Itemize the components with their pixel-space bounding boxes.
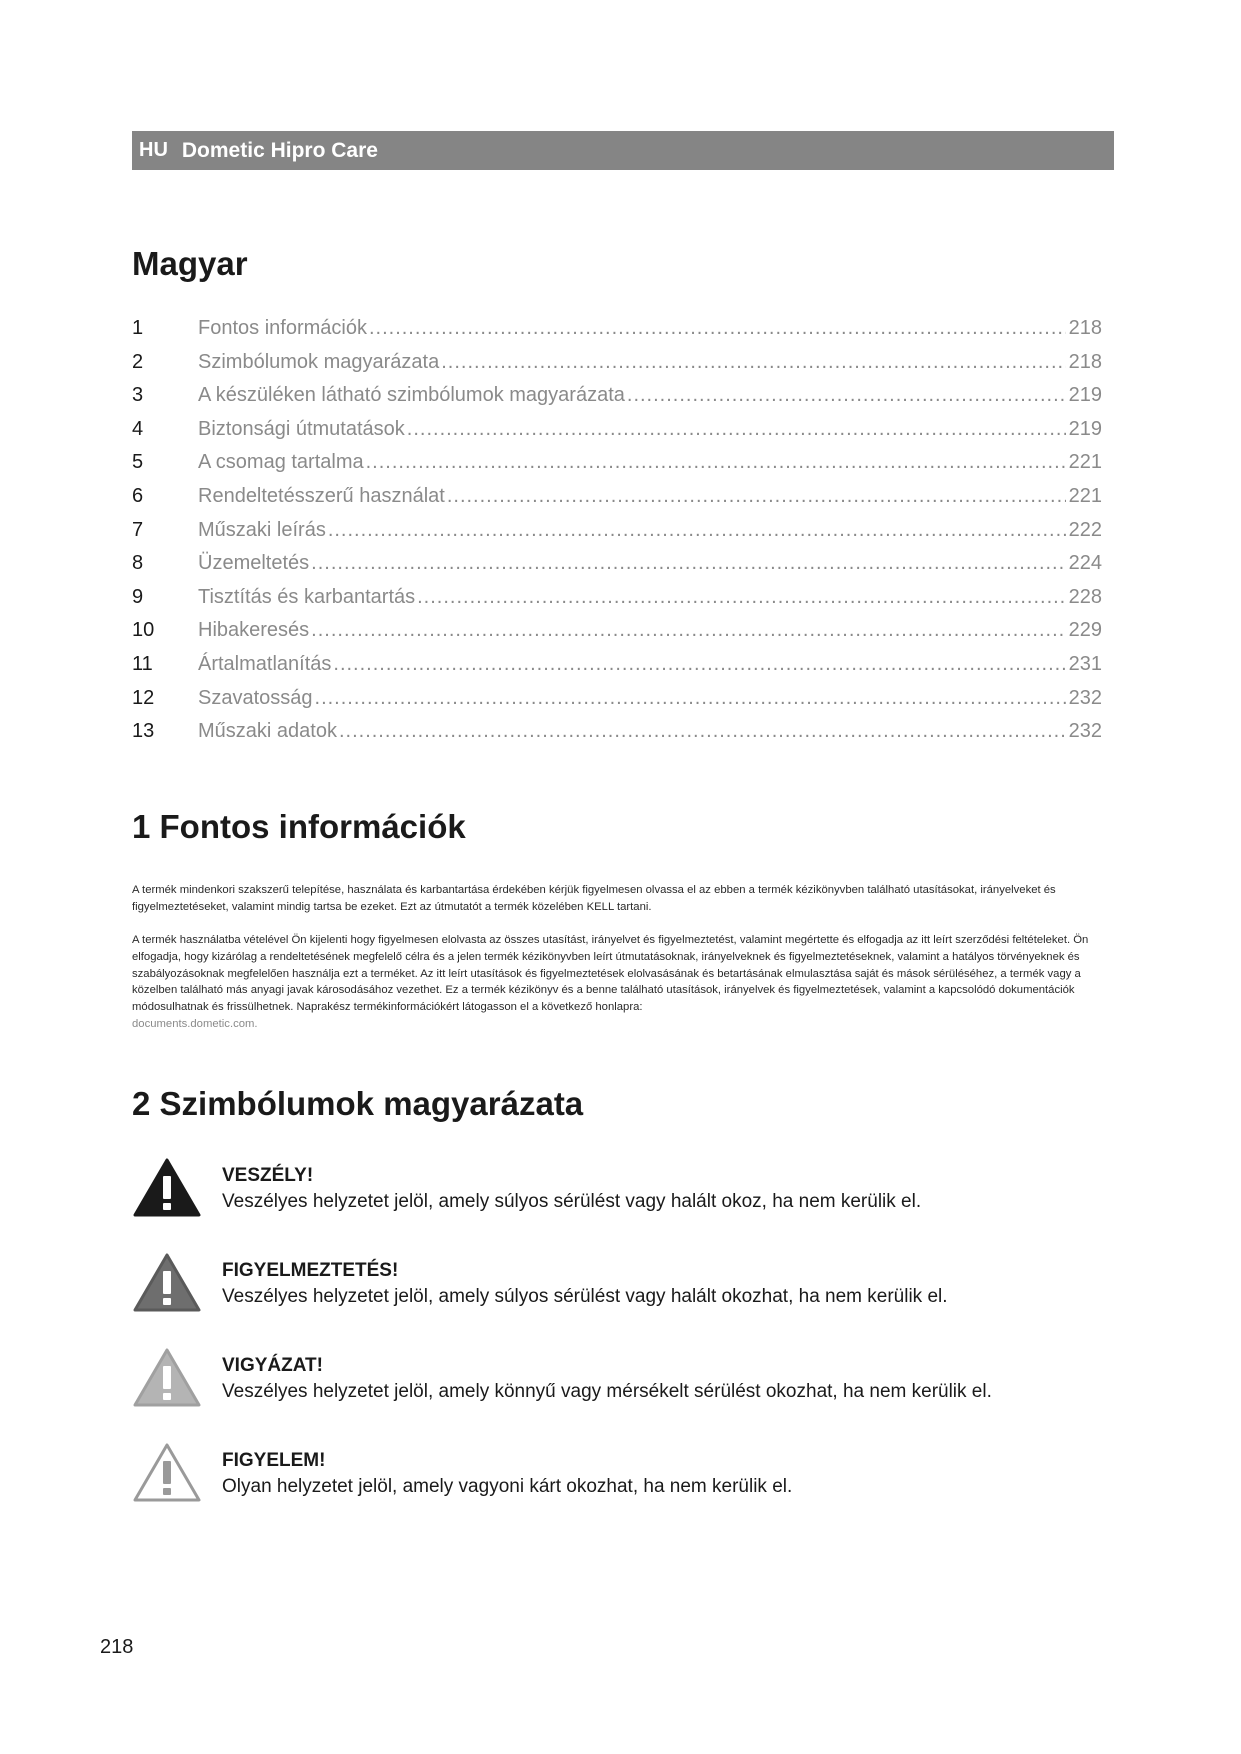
toc-leader-dots bbox=[339, 720, 1066, 743]
section-1-heading: 1 Fontos információk bbox=[132, 808, 466, 845]
toc-entry-number: 11 bbox=[132, 652, 153, 675]
toc-entry-number: 10 bbox=[132, 619, 155, 642]
toc-leader-dots bbox=[407, 418, 1066, 441]
toc-entry-page: 228 bbox=[1068, 585, 1102, 608]
toc-entry-page: 221 bbox=[1068, 484, 1102, 507]
toc-entry-page: 218 bbox=[1068, 350, 1102, 373]
toc-entry[interactable] bbox=[132, 351, 1102, 385]
toc-entry-number: 5 bbox=[132, 451, 144, 474]
toc-entry-page: 232 bbox=[1068, 686, 1102, 709]
toc-leader-dots bbox=[447, 485, 1066, 508]
toc-entry-page: 224 bbox=[1068, 552, 1102, 575]
toc-entry-number: 2 bbox=[132, 350, 144, 373]
toc-leader-dots bbox=[311, 552, 1066, 575]
caution-text: Veszélyes helyzetet jelöl, amely könnyű vagy mérsékelt sérülést okozhat, ha nem kerülik el. bbox=[222, 1381, 992, 1402]
toc-entry[interactable] bbox=[132, 552, 1102, 586]
warning-notice bbox=[132, 1252, 1122, 1314]
toc-leader-dots bbox=[315, 687, 1066, 710]
toc-entry-label: Fontos információk bbox=[198, 317, 367, 339]
warning-icon bbox=[132, 1252, 202, 1314]
toc-entry-label: Hibakeresés bbox=[198, 619, 310, 642]
toc-leader-dots bbox=[369, 317, 1066, 340]
documents-link[interactable]: documents.dometic.com. bbox=[132, 1017, 258, 1030]
toc-entry-label: Szimbólumok magyarázata bbox=[198, 350, 440, 373]
caution-icon bbox=[132, 1347, 202, 1409]
toc-entry[interactable] bbox=[132, 586, 1102, 620]
toc-entry-number: 4 bbox=[132, 417, 144, 440]
toc-entry-number: 12 bbox=[132, 686, 155, 709]
toc-entry[interactable] bbox=[132, 485, 1102, 519]
toc-entry-page: 231 bbox=[1068, 652, 1102, 675]
section-1-paragraph-2 bbox=[132, 932, 1102, 1033]
danger-text: Veszélyes helyzetet jelöl, amely súlyos sérülést vagy halált okoz, ha nem kerülik el. bbox=[222, 1191, 922, 1212]
toc-entry[interactable] bbox=[132, 384, 1102, 418]
warning-text: Veszélyes helyzetet jelöl, amely súlyos sérülést vagy halált okozhat, ha nem kerülik el. bbox=[222, 1286, 948, 1307]
toc-entry-page: 218 bbox=[1068, 317, 1102, 339]
toc-entry-number: 8 bbox=[132, 552, 144, 575]
toc-entry-label: A csomag tartalma bbox=[198, 451, 364, 474]
toc-leader-dots bbox=[328, 519, 1066, 542]
toc-entry-number: 9 bbox=[132, 585, 144, 608]
section-2-heading: 2 Szimbólumok magyarázata bbox=[132, 1085, 584, 1122]
danger-title: VESZÉLY! bbox=[222, 1165, 314, 1186]
toc-entry[interactable] bbox=[132, 317, 1102, 351]
attention-notice bbox=[132, 1442, 1122, 1504]
toc-leader-dots bbox=[417, 586, 1066, 609]
page-number: 218 bbox=[100, 1636, 134, 1658]
toc-leader-dots bbox=[311, 619, 1066, 642]
language-code: HU bbox=[139, 139, 168, 161]
toc-entry[interactable] bbox=[132, 720, 1102, 754]
danger-notice bbox=[132, 1157, 1122, 1219]
toc-entry-page: 221 bbox=[1068, 451, 1102, 474]
toc-entry-number: 13 bbox=[132, 720, 155, 743]
toc-entry-label: A készüléken látható szimbólumok magyarázata bbox=[198, 384, 625, 407]
caution-notice bbox=[132, 1347, 1122, 1409]
toc-entry[interactable] bbox=[132, 653, 1102, 687]
toc-entry-label: Biztonsági útmutatások bbox=[198, 417, 405, 440]
toc-entry-label: Ártalmatlanítás bbox=[198, 652, 332, 675]
product-name: Dometic Hipro Care bbox=[181, 138, 378, 162]
toc-leader-dots bbox=[366, 451, 1066, 474]
toc-entry[interactable] bbox=[132, 418, 1102, 452]
page-title: Magyar bbox=[132, 245, 248, 282]
toc-entry-label: Üzemeltetés bbox=[198, 552, 310, 575]
toc-entry-page: 229 bbox=[1068, 619, 1102, 642]
toc-entry-page: 232 bbox=[1068, 720, 1102, 743]
attention-text: Olyan helyzetet jelöl, amely vagyoni kárt okozhat, ha nem kerülik el. bbox=[222, 1476, 793, 1497]
toc-entry-number: 1 bbox=[132, 317, 144, 339]
toc-leader-dots bbox=[441, 351, 1066, 374]
toc-entry-number: 7 bbox=[132, 518, 144, 541]
attention-title: FIGYELEM! bbox=[222, 1450, 326, 1471]
toc-entry-page: 222 bbox=[1068, 518, 1102, 541]
toc-entry-label: Rendeltetésszerű használat bbox=[198, 484, 445, 507]
caution-title: VIGYÁZAT! bbox=[222, 1355, 323, 1376]
toc-entry[interactable] bbox=[132, 519, 1102, 553]
toc-entry-number: 6 bbox=[132, 484, 144, 507]
warning-title: FIGYELMEZTETÉS! bbox=[222, 1260, 399, 1281]
toc-entry-number: 3 bbox=[132, 384, 144, 407]
notice-icon bbox=[132, 1442, 202, 1504]
toc-entry[interactable] bbox=[132, 619, 1102, 653]
toc-entry[interactable] bbox=[132, 687, 1102, 721]
danger-icon bbox=[132, 1157, 202, 1219]
toc-entry-label: Műszaki adatok bbox=[198, 720, 337, 743]
header-bar bbox=[132, 131, 1114, 170]
toc-leader-dots bbox=[333, 653, 1066, 676]
toc-entry-label: Tisztítás és karbantartás bbox=[198, 585, 416, 608]
section-1-paragraph-1: A termék mindenkori szakszerű telepítése, használata és karbantartása érdekében kérjük figyelmesen olvassa el az ebben a termék kézikönyvben található utasításokat, irányelveket és figyelmeztetéseket, valamint mindig tartsa be ezeket. Ezt az útmutatót a termék közelében KELL tartani. bbox=[132, 884, 1056, 913]
toc-entry[interactable] bbox=[132, 451, 1102, 485]
toc-entry-page: 219 bbox=[1068, 384, 1102, 407]
toc-entry-label: Szavatosság bbox=[198, 686, 313, 709]
toc-entry-page: 219 bbox=[1068, 417, 1102, 440]
section-1-paragraph-2-text: A termék használatba vételével Ön kijelenti hogy figyelmesen elolvasta az összes utasítást, irányelvet és figyelmeztetést, valamint megértette és elfogadja az itt leírt szerződési feltételeket. Ön elfogadja, hogy kizárólag a rendeltetésének megfelelő célra és a jelen termék kézikönyvben leírt útmutatásoknak, irányelveknek és figyelmeztetéseknek, valamint a hatályos törvényeknek és szabályozásoknak megfelelően használja ezt a terméket. Az itt leírt utasítások és figyelmeztetések elolvasásának és betartásának elmulasztása saját és mások sérüléséhez, a termék vagy a közelben található más anyagi javak károsodásához vezethet. Ez a termék kézikönyv és a benne található utasítások, irányelvek és figyelmeztetések, valamint a kapcsolódó dokumentációk módosulhatnak és frissülhetnek. Naprakész termékinformációkért látogasson el a következő honlapra: bbox=[132, 934, 1089, 1014]
toc-leader-dots bbox=[627, 384, 1066, 407]
toc-entry-label: Műszaki leírás bbox=[198, 518, 326, 541]
table-of-contents bbox=[132, 317, 1102, 754]
